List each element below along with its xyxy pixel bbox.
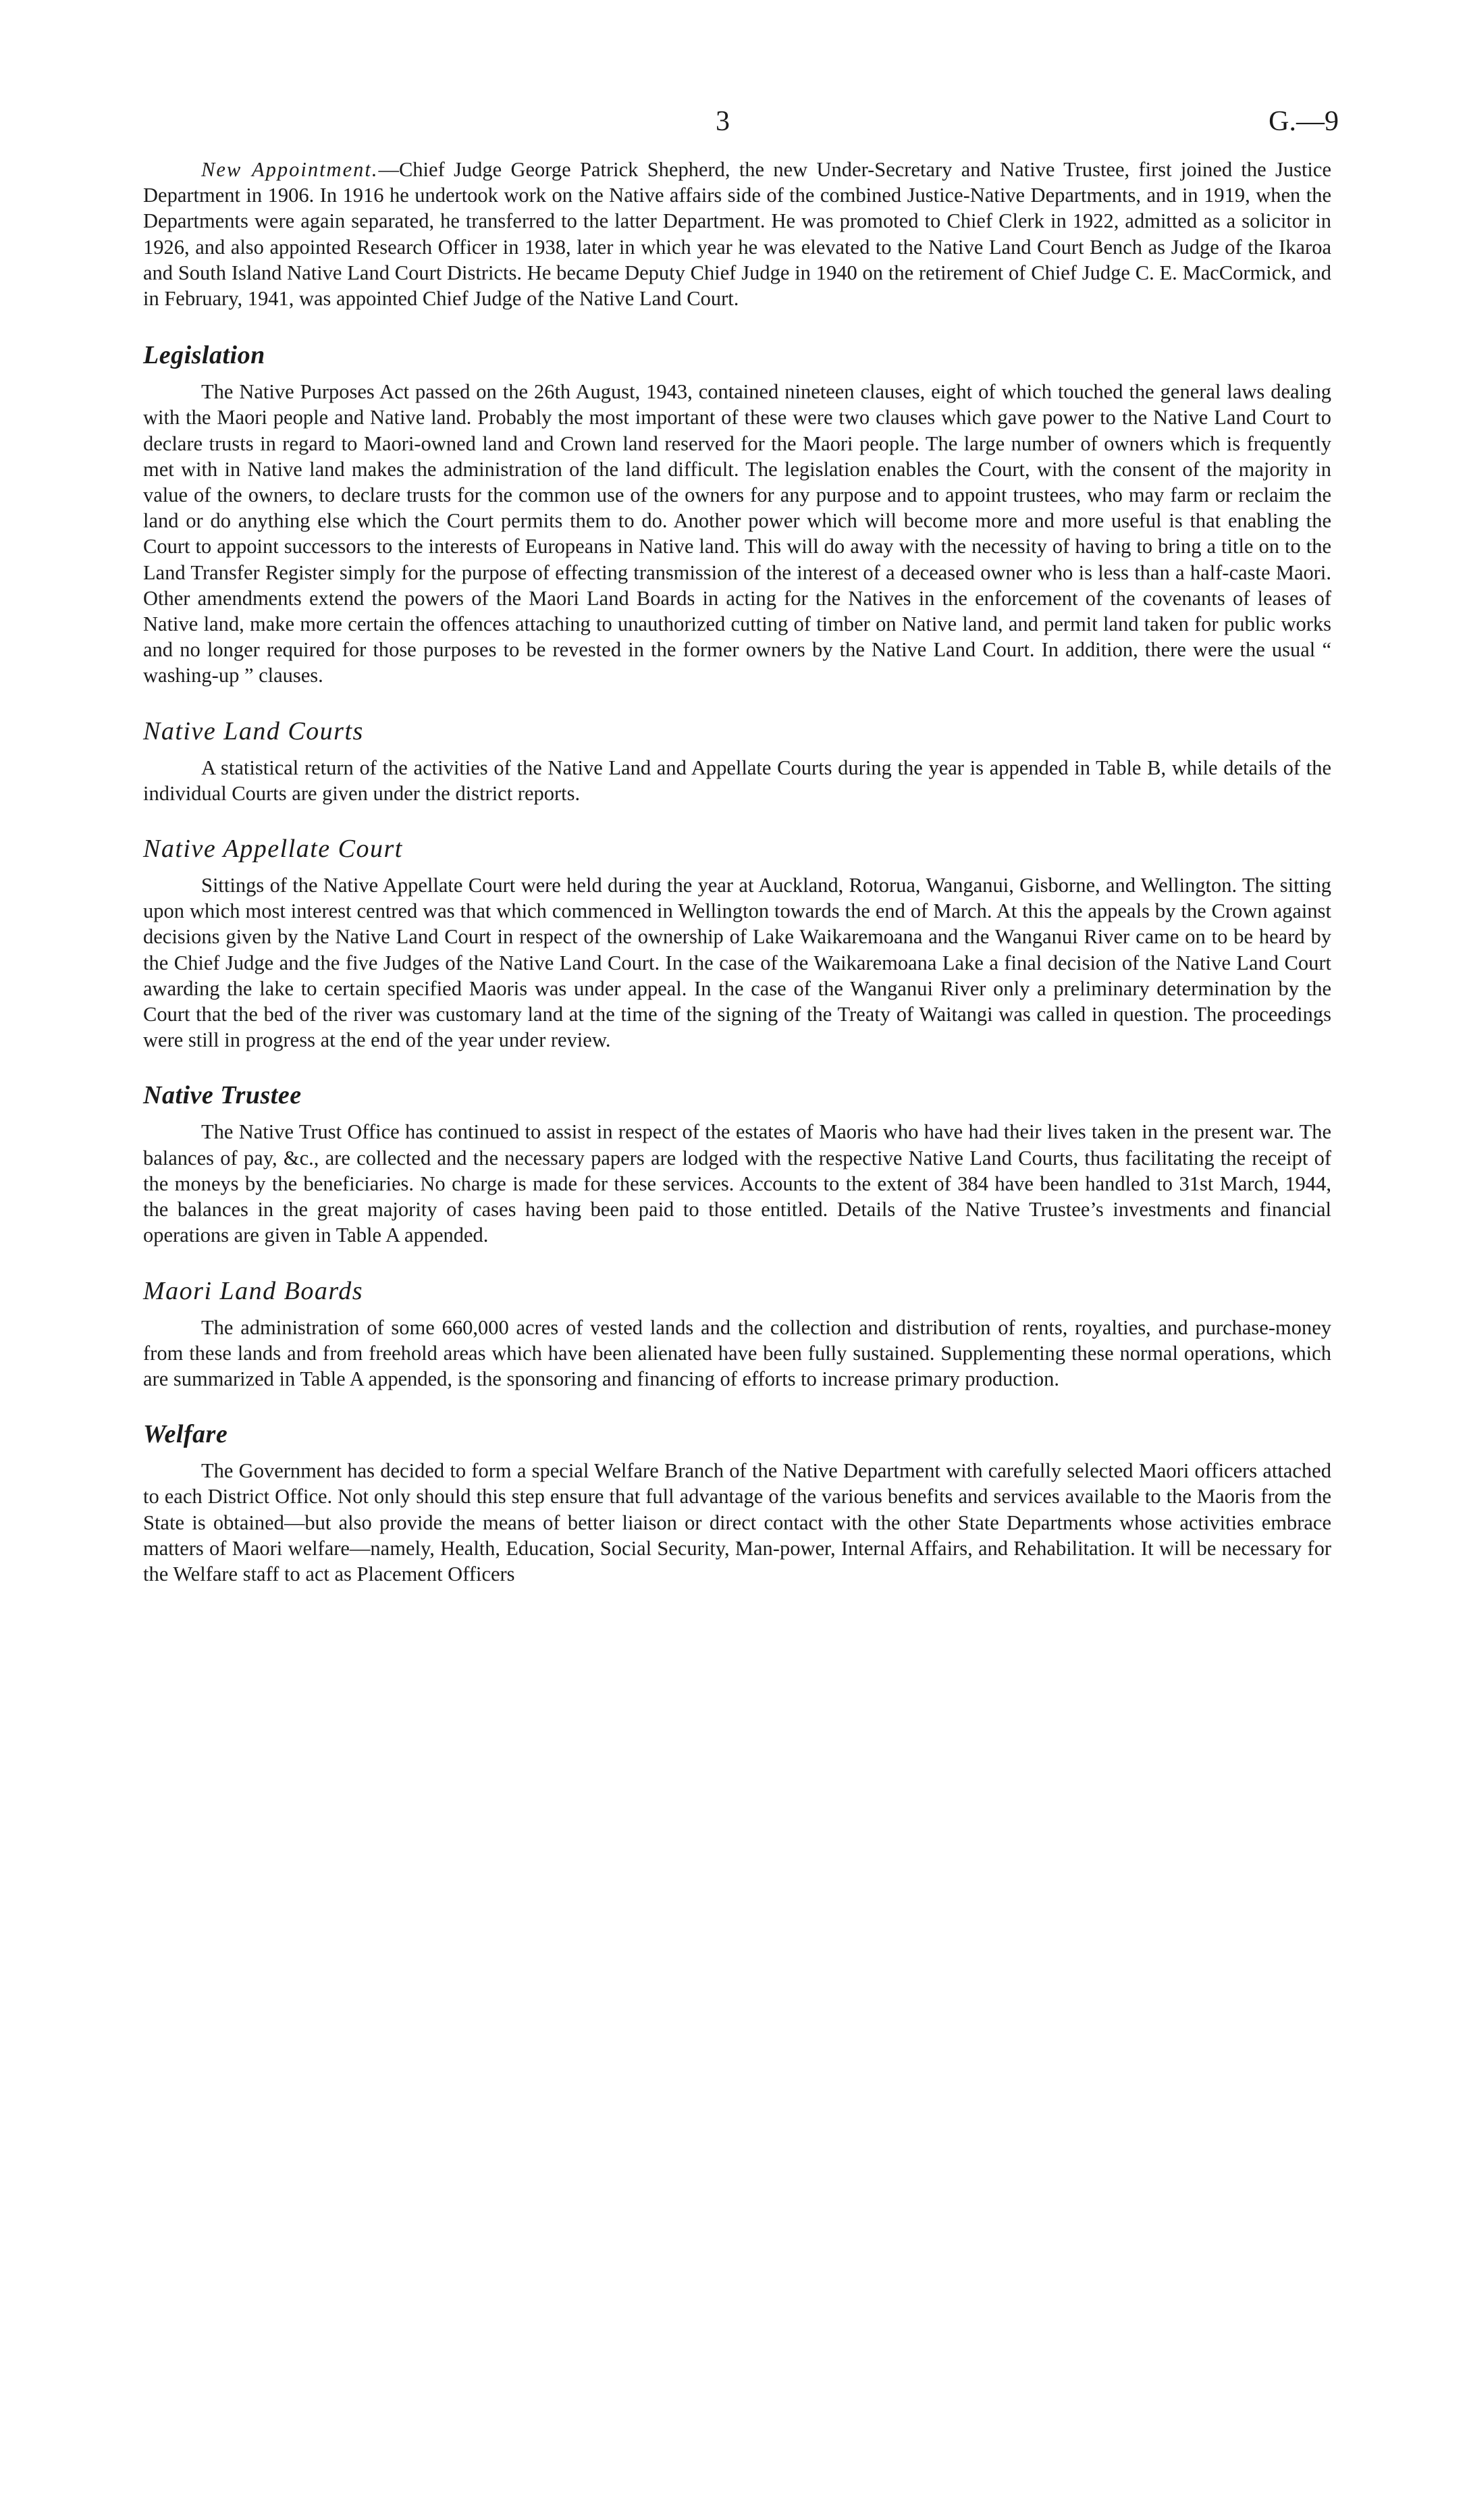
section-heading: Native Land Courts [143,716,364,745]
section-paragraph: The Native Trust Office has continued to assist in respect of the estates of Maoris who have had their lives taken in the present war. The balances of pay, &c., are collected and the necessary papers are lodged with the respective Native Land Courts, thus facilitating the receipt of the moneys by the beneficiaries. No charge is made for these services. Accounts to the extent of 384 have been handled to 31st March, 1944, the balances in the great majority of cases having been paid to those entitled. Details of the Native Trustee’s investments and financial operations are given in Table A appended. [143,1120,1331,1247]
section-welfare [143,1417,1331,1587]
section-legislation [143,338,1331,688]
section-maori-land-boards [143,1274,1331,1392]
section-heading: Welfare [143,1420,228,1449]
section-paragraph: The administration of some 660,000 acres of vested lands and the collection and distribution of rents, royalties, and purchase-money from these lands and from freehold areas which have been alienated have been fully sustained. Supplementing these normal operations, which are summarized in Table A appended, is the sponsoring and financing of efforts to increase primary production. [143,1315,1331,1390]
intro-text: —Chief Judge George Patrick Shepherd, the new Under-Secretary and Native Trustee, first joined the Justice Department in 1906. In 1916 he undertook work on the Native affairs side of the combined Justice-Native Departments, and in 1919, when the Departments were again separated, he transferred to the latter Department. He was promoted to Chief Clerk in 1922, admitted as a solicitor in 1926, and also appointed Research Officer in 1938, later in which year he was elevated to the Native Land Court Bench as Judge of the Ikaroa and South Island Native Land Court Districts. He became Deputy Chief Judge in 1940 on the retirement of Chief Judge C. E. MacCormick, and in February, 1941, was appointed Chief Judge of the Native Land Court. [143,158,1331,311]
document-reference: G.—9 [1269,106,1339,137]
section-paragraph: The Government has decided to form a special Welfare Branch of the Native Department with carefully selected Maori officers attached to each District Office. Not only should this step ensure that full advantage of the various benefits and services available to the Maoris from the State is obtained—but also provide the means of better liaison or direct contact with the other State Departments whose activities embrace matters of Maori welfare—namely, Health, Education, Social Security, Man-power, Internal Affairs, and Rehabilitation. It will be necessary for the Welfare staff to act as Placement Officers [143,1459,1331,1585]
page-header [0,101,1467,142]
section-native-trustee [143,1078,1331,1248]
section-native-appellate-court [143,832,1331,1053]
section-heading: Legislation [143,341,265,370]
section-heading: Native Appellate Court [143,835,403,864]
section-paragraph: The Native Purposes Act passed on the 26th August, 1943, contained nineteen clauses, eight of which touched the general laws dealing with the Maori people and Native land. Probably the most important of these were two clauses which gave power to the Native Land Court to declare trusts in regard to Maori-owned land and Crown land reserved for the Maori people. The large number of owners which is frequently met with in Native land makes the administration of the land difficult. The legislation enables the Court, with the consent of the majority in value of the owners, to declare trusts for the common use of the owners for any purpose and to appoint trustees, who may farm or reclaim the land or do anything else which the Court permits them to do. Another power which will become more and more useful is that enabling the Court to appoint successors to the interests of Europeans in Native land. This will do away with the necessity of having to bring a title on to the Land Transfer Register simply for the purpose of effecting transmission of the interest of a deceased owner who is less than a half-caste Maori. Other amendments extend the powers of the Maori Land Boards in acting for the Natives in the enforcement of the covenants of leases of Native land, make more certain the offences attaching to unauthorized cutting of timber on Native land, and permit land taken for public works and no longer required for those purposes to be revested in the former owners by the Native Land Court. In addition, there were the usual “ washing-up ” clauses. [143,380,1331,687]
run-in-heading: New Appointment. [201,158,379,181]
section-paragraph: Sittings of the Native Appellate Court were held during the year at Auckland, Rotorua, Wanganui, Gisborne, and Wellington. The sitting upon which most interest centred was that which commenced in Wellington towards the end of March. At this the appeals by the Crown against decisions given by the Native Land Court in respect of the ownership of Lake Waikaremoana and the Wanganui River came on to be heard by the Chief Judge and the five Judges of the Native Land Court. In the case of the Waikaremoana Lake a final decision of the Native Land Court awarding the lake to certain specified Maoris was under appeal. In the case of the Wanganui River only a preliminary determination by the Court that the bed of the river was customary land at the time of the signing of the Treaty of Waitangi was called in question. The proceedings were still in progress at the end of the year under review. [143,874,1331,1052]
section-paragraph: A statistical return of the activities of the Native Land and Appellate Courts during the year is appended in Table B, while details of the individual Courts are given under the district reports. [143,756,1331,805]
body-text [143,157,1331,1587]
page-number: 3 [716,106,730,137]
section-heading: Maori Land Boards [143,1276,364,1305]
intro-paragraph [143,157,1331,311]
section-heading: Native Trustee [143,1081,302,1110]
section-native-land-courts [143,714,1331,806]
